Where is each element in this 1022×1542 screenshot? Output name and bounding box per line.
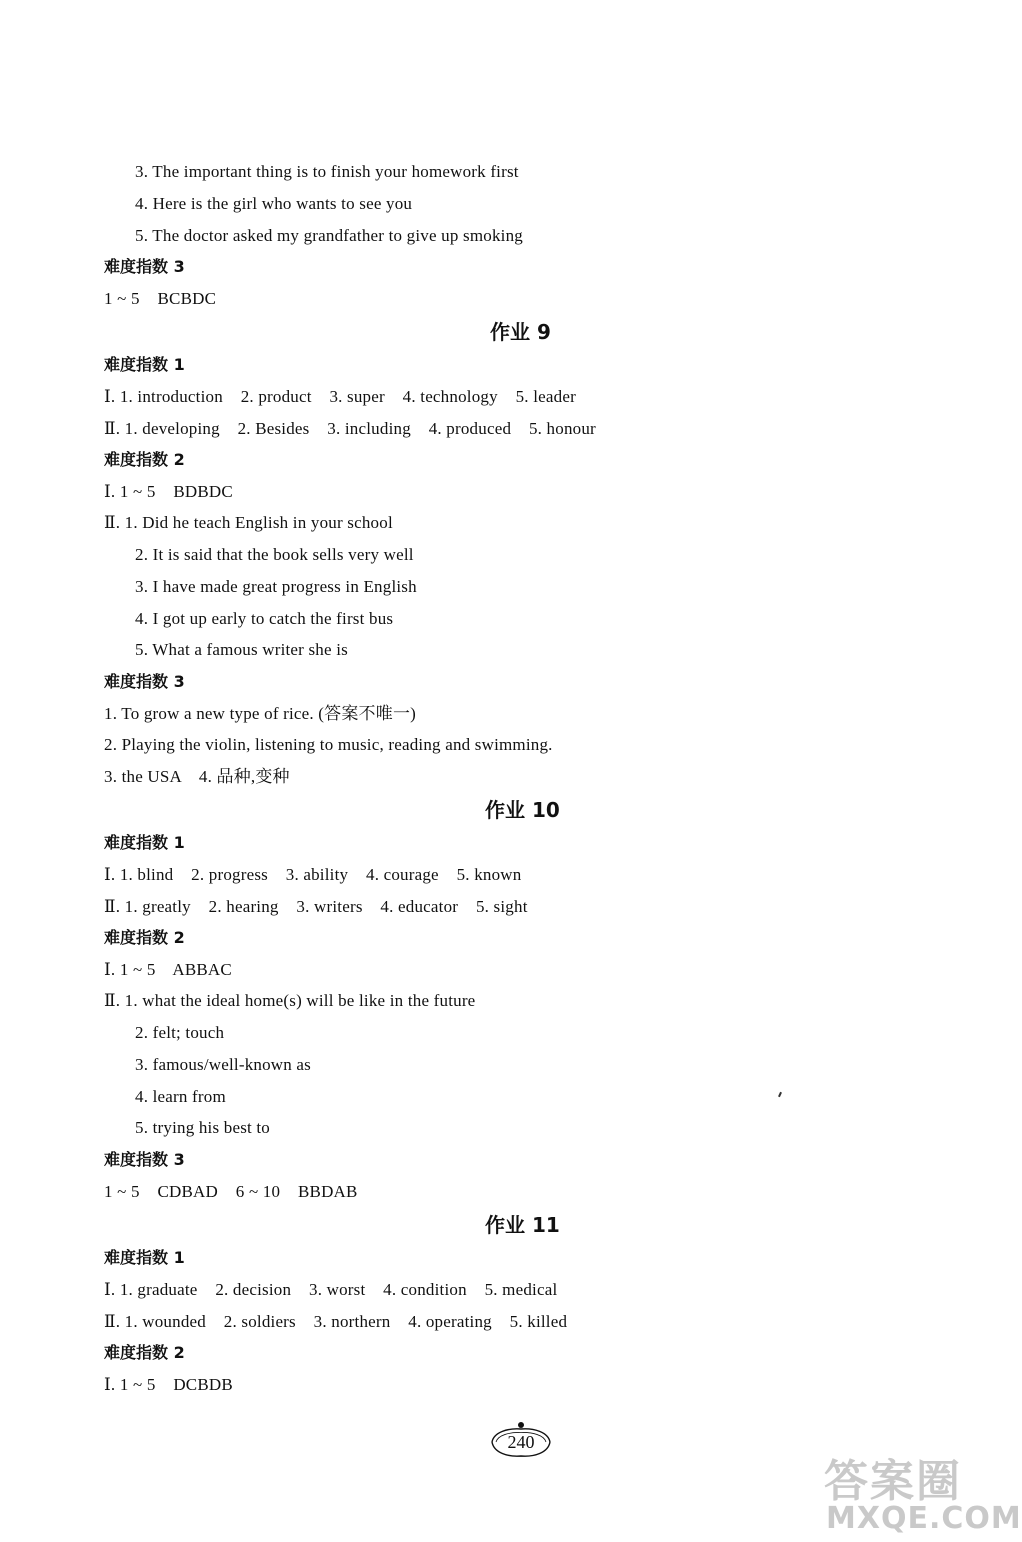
answer-line: Ⅰ. 1 ~ 5 BDBDC [104,482,233,501]
answer-line: Ⅱ. 1. greatly 2. hearing 3. writers 4. educator 5. sight [104,897,528,916]
answer-line: 3. I have made great progress in English [135,577,417,596]
answer-line: 2. felt; touch [135,1023,225,1042]
homework-9-heading: 作业 9 [490,320,551,344]
answer-line: 3. famous/well-known as [135,1055,311,1074]
homework-10-heading: 作业 10 [485,798,560,822]
scan-speck [778,1092,782,1097]
watermark-brand-text: 答案圈 [824,1456,962,1507]
watermark-logo [818,1445,1022,1540]
watermark-url-text: MXQE.COM [826,1501,1022,1536]
answer-line: 5. What a famous writer she is [135,640,348,659]
answer-line: 1. To grow a new type of rice. (答案不唯一) [104,704,417,723]
answer-line: 2. Playing the violin, listening to music, reading and swimming. [104,735,553,754]
answer-line: 2. It is said that the book sells very well [135,545,414,564]
difficulty-level-label: 难度指数 1 [104,833,185,852]
difficulty-level-label: 难度指数 3 [104,1150,185,1169]
answer-line: 5. trying his best to [135,1118,271,1137]
page-number-text: 240 [507,1432,535,1452]
difficulty-level-label: 难度指数 1 [104,1248,185,1267]
answer-line: Ⅱ. 1. Did he teach English in your school [104,513,393,532]
difficulty-level-label: 难度指数 3 [104,257,185,276]
answer-line: Ⅰ. 1. introduction 2. product 3. super 4. technology 5. leader [104,387,576,406]
difficulty-level-label: 难度指数 2 [104,928,185,947]
answer-line: 4. Here is the girl who wants to see you [135,194,413,213]
answer-line: Ⅱ. 1. wounded 2. soldiers 3. northern 4. operating 5. killed [104,1312,568,1331]
answer-line: Ⅰ. 1. blind 2. progress 3. ability 4. courage 5. known [104,865,522,884]
homework-11-heading: 作业 11 [485,1213,560,1237]
difficulty-level-label: 难度指数 3 [104,672,185,691]
answer-line: 3. the USA 4. 品种,变种 [104,767,290,786]
page-number [486,1420,556,1460]
answer-line: 3. The important thing is to finish your homework first [135,162,519,181]
difficulty-level-label: 难度指数 2 [104,1343,185,1362]
difficulty-level-label: 难度指数 2 [104,450,185,469]
answer-line: 1 ~ 5 BCBDC [104,289,217,308]
answer-line: 4. learn from [135,1087,226,1106]
answer-line: 5. The doctor asked my grandfather to give up smoking [135,226,523,245]
answer-line: Ⅰ. 1. graduate 2. decision 3. worst 4. condition 5. medical [104,1280,558,1299]
answer-line: Ⅱ. 1. developing 2. Besides 3. including 4. produced 5. honour [104,419,596,438]
answer-line: Ⅱ. 1. what the ideal home(s) will be like in the future [104,991,476,1010]
answer-line: Ⅰ. 1 ~ 5 DCBDB [104,1375,233,1394]
difficulty-level-label: 难度指数 1 [104,355,185,374]
answer-line: Ⅰ. 1 ~ 5 ABBAC [104,960,232,979]
answer-line: 1 ~ 5 CDBAD 6 ~ 10 BBDAB [104,1182,358,1201]
answer-line: 4. I got up early to catch the first bus [135,609,394,628]
